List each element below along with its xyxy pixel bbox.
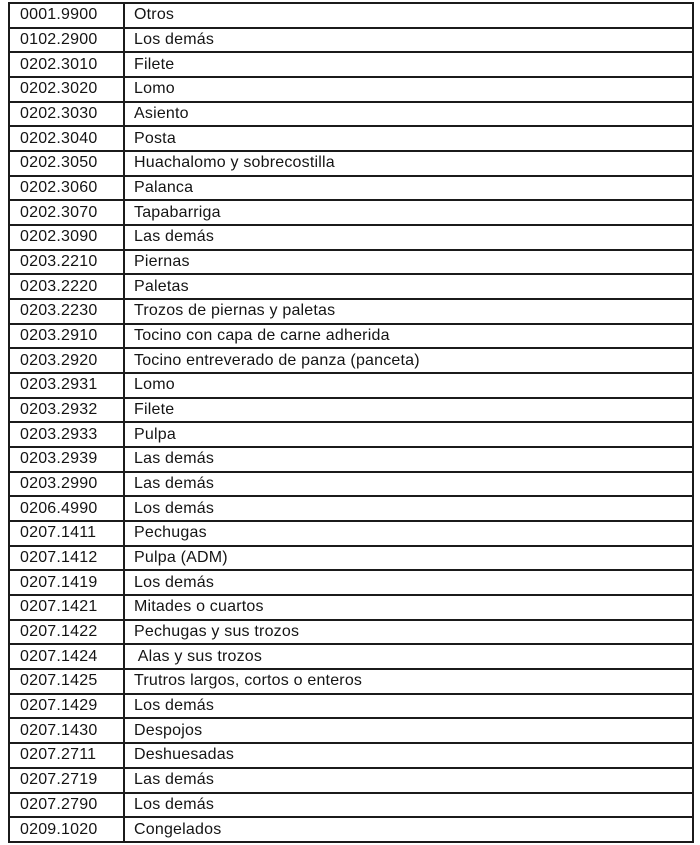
tariff-code-cell: 0203.2210 — [9, 250, 124, 275]
description-cell: Los demás — [124, 28, 693, 53]
tariff-code-cell: 0203.2931 — [9, 373, 124, 398]
table-row — [9, 694, 693, 719]
tariff-code-cell: 0202.3020 — [9, 77, 124, 102]
table-row — [9, 274, 693, 299]
table-row — [9, 718, 693, 743]
description-cell: Despojos — [124, 718, 693, 743]
description-cell: Tocino con capa de carne adherida — [124, 324, 693, 349]
description-cell: Alas y sus trozos — [124, 644, 693, 669]
table-row — [9, 743, 693, 768]
description-cell: Asiento — [124, 102, 693, 127]
tariff-code-cell: 0202.3050 — [9, 151, 124, 176]
description-cell: Lomo — [124, 373, 693, 398]
tariff-code-cell: 0203.2220 — [9, 274, 124, 299]
tariff-code-cell: 0207.1422 — [9, 620, 124, 645]
description-cell: Paletas — [124, 274, 693, 299]
description-cell: Trozos de piernas y paletas — [124, 299, 693, 324]
description-cell: Piernas — [124, 250, 693, 275]
description-cell: Los demás — [124, 496, 693, 521]
table-row — [9, 348, 693, 373]
tariff-code-cell: 0202.3040 — [9, 126, 124, 151]
tariff-code-cell: 0202.3060 — [9, 176, 124, 201]
description-cell: Huachalomo y sobrecostilla — [124, 151, 693, 176]
table-row — [9, 447, 693, 472]
description-cell: Filete — [124, 52, 693, 77]
table-row — [9, 768, 693, 793]
table-row — [9, 521, 693, 546]
tariff-code-cell: 0203.2932 — [9, 398, 124, 423]
table-row — [9, 176, 693, 201]
table-row — [9, 151, 693, 176]
tariff-code-cell: 0203.2990 — [9, 472, 124, 497]
tariff-code-cell: 0207.1430 — [9, 718, 124, 743]
table-row — [9, 595, 693, 620]
tariff-code-cell: 0102.2900 — [9, 28, 124, 53]
table-row — [9, 570, 693, 595]
description-cell: Las demás — [124, 768, 693, 793]
table-row — [9, 126, 693, 151]
table-row — [9, 793, 693, 818]
tariff-code-cell: 0207.1411 — [9, 521, 124, 546]
table-row — [9, 299, 693, 324]
table-row — [9, 644, 693, 669]
tariff-code-cell: 0001.9900 — [9, 3, 124, 28]
table-row — [9, 620, 693, 645]
table-row — [9, 373, 693, 398]
table-body — [9, 3, 693, 842]
description-cell: Pulpa — [124, 422, 693, 447]
tariff-code-cell: 0207.1421 — [9, 595, 124, 620]
tariff-code-cell: 0207.2790 — [9, 793, 124, 818]
tariff-code-cell: 0207.1429 — [9, 694, 124, 719]
tariff-code-cell: 0203.2910 — [9, 324, 124, 349]
table-row — [9, 52, 693, 77]
description-cell: Congelados — [124, 817, 693, 842]
table-row — [9, 200, 693, 225]
description-cell: Mitades o cuartos — [124, 595, 693, 620]
table-row — [9, 250, 693, 275]
table-row — [9, 817, 693, 842]
description-cell: Deshuesadas — [124, 743, 693, 768]
description-cell: Trutros largos, cortos o enteros — [124, 669, 693, 694]
tariff-code-cell: 0202.3070 — [9, 200, 124, 225]
description-cell: Los demás — [124, 694, 693, 719]
tariff-code-cell: 0207.2719 — [9, 768, 124, 793]
description-cell: Posta — [124, 126, 693, 151]
description-cell: Tocino entreverado de panza (panceta) — [124, 348, 693, 373]
table-row — [9, 77, 693, 102]
table-row — [9, 496, 693, 521]
tariff-code-cell: 0207.1425 — [9, 669, 124, 694]
tariff-code-cell: 0202.3010 — [9, 52, 124, 77]
table-row — [9, 324, 693, 349]
tariff-code-cell: 0203.2939 — [9, 447, 124, 472]
table-row — [9, 472, 693, 497]
table-row — [9, 225, 693, 250]
tariff-code-cell: 0203.2230 — [9, 299, 124, 324]
description-cell: Lomo — [124, 77, 693, 102]
tariff-code-cell: 0207.2711 — [9, 743, 124, 768]
tariff-code-cell: 0207.1419 — [9, 570, 124, 595]
tariff-code-cell: 0203.2920 — [9, 348, 124, 373]
description-cell: Otros — [124, 3, 693, 28]
tariff-code-cell: 0202.3090 — [9, 225, 124, 250]
tariff-code-cell: 0206.4990 — [9, 496, 124, 521]
tariff-code-cell: 0207.1424 — [9, 644, 124, 669]
table-row — [9, 102, 693, 127]
tariff-code-table — [8, 2, 694, 843]
table-row — [9, 669, 693, 694]
tariff-code-cell: 0203.2933 — [9, 422, 124, 447]
description-cell: Pechugas — [124, 521, 693, 546]
table-row — [9, 398, 693, 423]
description-cell: Los demás — [124, 793, 693, 818]
table-row — [9, 3, 693, 28]
description-cell: Pechugas y sus trozos — [124, 620, 693, 645]
tariff-code-cell: 0202.3030 — [9, 102, 124, 127]
description-cell: Filete — [124, 398, 693, 423]
description-cell: Las demás — [124, 225, 693, 250]
description-cell: Las demás — [124, 472, 693, 497]
table-row — [9, 422, 693, 447]
description-cell: Las demás — [124, 447, 693, 472]
description-cell: Pulpa (ADM) — [124, 546, 693, 571]
description-cell: Los demás — [124, 570, 693, 595]
tariff-code-cell: 0209.1020 — [9, 817, 124, 842]
description-cell: Palanca — [124, 176, 693, 201]
table-row — [9, 546, 693, 571]
description-cell: Tapabarriga — [124, 200, 693, 225]
tariff-code-cell: 0207.1412 — [9, 546, 124, 571]
table-row — [9, 28, 693, 53]
